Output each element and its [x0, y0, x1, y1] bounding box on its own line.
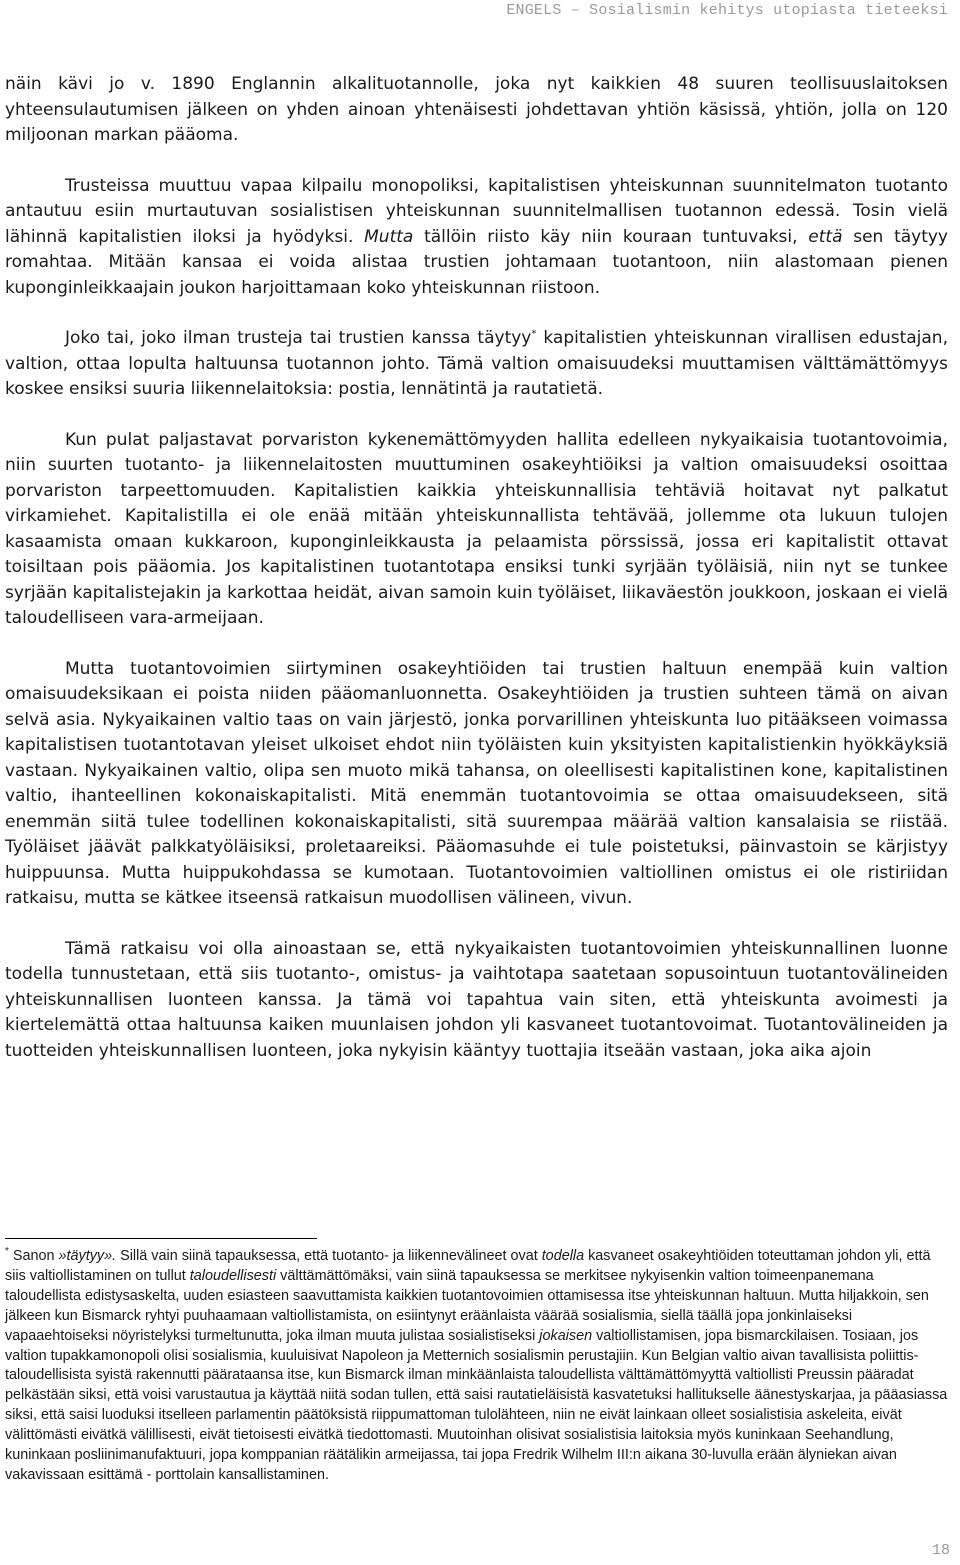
footnote-marker: *: [5, 1246, 9, 1258]
paragraph: [5, 657, 948, 912]
emphasis: että: [808, 226, 843, 247]
footnote-divider: [5, 1238, 317, 1239]
emphasis: taloudellisesti: [189, 1267, 277, 1284]
footnote-text: kasvaneet osakeyhtiöiden toteuttaman johdon yli, että siis valtiollistaminen on tullut: [5, 1248, 931, 1284]
paragraph: [5, 72, 948, 149]
paragraph: [5, 174, 948, 302]
footnote-text: Sanon: [8, 1248, 59, 1264]
paragraph: [5, 326, 948, 403]
footnote: [5, 1247, 948, 1486]
footnote-text: Sillä vain siinä tapauksessa, että tuotanto- ja liikennevälineet ovat: [116, 1248, 542, 1264]
footnote-text: välttämättömäksi, vain siinä tapauksessa se merkitsee nykyisenkin valtion toimeenpanemana taloudellista edistysaskelta, uuden esiasteen saavuttamista kaikkien tuotantovoimien ottamisessa itse yhteiskunnan haltuun. Mutta hiljakkoin, sen jälkeen kun Bismarck ryhtyi puuhaamaan valtiollistamista, on esiintynyt eräänlaista väärää sosialismia, siellä täällä jopa jonkinlaiseksi vapaaehtoiseksi nöyristelyksi turmeltunutta, joka ilman muuta julistaa sosialistiseksi: [5, 1267, 929, 1344]
emphasis: jokaisen: [539, 1327, 593, 1344]
paragraph-text: tällöin riisto käy niin kouraan tuntuvaksi,: [413, 226, 809, 247]
emphasis: »täytyy».: [58, 1248, 117, 1264]
paragraph-text: Kun pulat paljastavat porvariston kykenemättömyyden hallita edelleen nykyaikaisia tuotantovoimia, niin suurten tuotanto- ja liikennelaitosten muuttuminen osakeyhtiöiksi ja valtion omaisuudeksi osoittaa porvariston tarpeettomuuden. Kapitalistien kaikkia yhteiskunnallisia tehtäviä hoitavat nyt palkatut virkamiehet. Kapitalistilla ei ole enää mitään yhteiskunnallista tehtävää, jollemme ota lukuun tulojen kasaamista omaan kukkaroon, kuponginleikkausta ja pelaamista pörssissä, jossa eri kapitalistit ottavat toisiltaan pois pääomia. Jos kapitalistinen tuotantotapa ensiksi tunki syrjään työläisiä, niin nyt se tunkee syrjään kapitalistejakin ja karkottaa heidät, aivan samoin kuin työläiset, liikaväestön joukkoon, joskaan ei vielä taloudelliseen vara-armeijaan.: [5, 429, 948, 628]
paragraph-text: sen täytyy romahtaa. Mitään kansaa ei voida alistaa trustien johtamaan tuotantoon, niin alastomaan pienen kuponginleikkaajain joukon harjoittamaan koko yhteiskunnan riistoon.: [5, 226, 948, 298]
emphasis: todella: [541, 1248, 585, 1264]
emphasis: Mutta: [364, 226, 414, 247]
body-text: [5, 72, 948, 1064]
paragraph: [5, 937, 948, 1065]
paragraph-text: Joko tai, joko ilman trusteja tai trustien kanssa täytyy: [65, 328, 532, 348]
footnote-marker[interactable]: *: [531, 328, 537, 340]
paragraph: [5, 428, 948, 632]
paragraph-text: Tämä ratkaisu voi olla ainoastaan se, että nykyaikaisten tuotantovoimien yhteiskunnallinen luonne todella tunnustetaan, että siis tuotanto-, omistus- ja vaihtotapa saatetaan sopusointuun tuotantovälineiden yhteiskunnallisen luonteen kanssa. Ja tämä voi tapahtua vain siten, että yhteiskunta avoimesti ja kiertelemättä ottaa haltuunsa kaiken muunlaisen johdon yli kasvaneet tuotantovoimat. Tuotantovälineiden ja tuotteiden yhteiskunnallisen luonteen, joka nykyisin kääntyy tuottajia itseään vastaan, joka aika ajoin: [5, 938, 948, 1061]
footnote-text: valtiollistamisen, jopa bismarckilaisen. Tosiaan, jos valtion tupakkamonopoli olisi sosialismia, kuuluisivat Napoleon ja Metternich sosialismin perustajiin. Kun Belgian valtio aivan tavallisista poliittis-taloudellisista syistä rakennutti päärataansa itse, kun Bismarck ilman minkäänlaista taloudellista välttämättömyyttä valtiollisti Preussin pääradat pelkästään siksi, että voisi varustautua ja käyttää niitä sodan tullen, että saisi rautatieläisistä kasvatetuksi hallitukselle äänestyskarjaa, ja pääasiassa siksi, että saisi luoduksi itselleen parlamentin päätöksistä riippumattoman tulolähteen, niin ne eivät lainkaan olleet sosialistisia askeleita, eivät välittömästi eivätkä välillisesti, eivät tietoisesti eivätkä tiedottomasti. Muutoinhan olisivat sosialistisia laitoksia myös kuninkaan Seehandlung, kuninkaan posliinimanufaktuuri, jopa komppanian räätälikin armeijassa, tai jopa Fredrik Wilhelm III:n aikana 30-luvulla erään älyniekan aivan vakavissaan esittämä - porttolain kansallistaminen.: [5, 1327, 948, 1483]
paragraph-text: näin kävi jo v. 1890 Englannin alkalituotannolle, joka nyt kaikkien 48 suuren teollisuuslaitoksen yhteensulautumisen jälkeen on yhden ainoan yhtenäisesti johdettavan yhtiön käsissä, yhtiön, jolla on 120 miljoonan markan pääoma.: [5, 74, 948, 145]
paragraph-text: Trusteissa muuttuu vapaa kilpailu monopoliksi, kapitalistisen yhteiskunnan suunnitelmaton tuotanto antautuu esiin murtautuvan sosialistisen yhteiskunnan suunnitelmallisen tuotannon edessä. Tosin vielä lähinnä kapitalistien iloksi ja hyödyksi.: [5, 175, 948, 247]
running-header: ENGELS – Sosialismin kehitys utopiasta tieteeksi: [506, 2, 948, 19]
paragraph-text: Mutta tuotantovoimien siirtyminen osakeyhtiöiden tai trustien haltuun enempää kuin valtion omaisuudeksikaan ei poista niiden pääomanluonnetta. Osakeyhtiöiden ja trustien suhteen tämä on aivan selvä asia. Nykyaikainen valtio taas on vain järjestö, jonka porvarillinen yhteiskunta luo pitääkseen voimassa kapitalistisen tuotantotavan yleiset ulkoiset ehdot niin työläisten kuin yksityisten kapitalistienkin hyökkäyksiä vastaan. Nykyaikainen valtio, olipa sen muoto mikä tahansa, on oleellisesti kapitalistinen kone, kapitalistinen valtio, ihanteellinen kokonaiskapitalisti. Mitä enemmän tuotantovoimia se ottaa omaisuudekseen, sitä enemmän siitä tulee todellinen kokonaiskapitalisti, sitä suurempaa määrää valtion kansalaisia se riistää. Työläiset jäävät palkkatyöläisiksi, proletaareiksi. Pääomasuhde ei tule poistetuksi, päinvastoin se kärjistyy huippuunsa. Mutta huippukohdassa se kumotaan. Tuotantovoimien valtiollinen omistus ei ole ristiriidan ratkaisu, mutta se kätkee itseensä ratkaisun muodollisen välineen, vivun.: [5, 658, 948, 908]
paragraph-text: kapitalistien yhteiskunnan virallisen edustajan, valtion, ottaa lopulta haltuunsa tuotannon johto. Tämä valtion omaisuudeksi muuttamisen välttämättömyys koskee ensiksi suuria liikennelaitoksia: postia, lennätintä ja rautatietä.: [5, 328, 948, 399]
page-number: 18: [931, 1542, 950, 1559]
